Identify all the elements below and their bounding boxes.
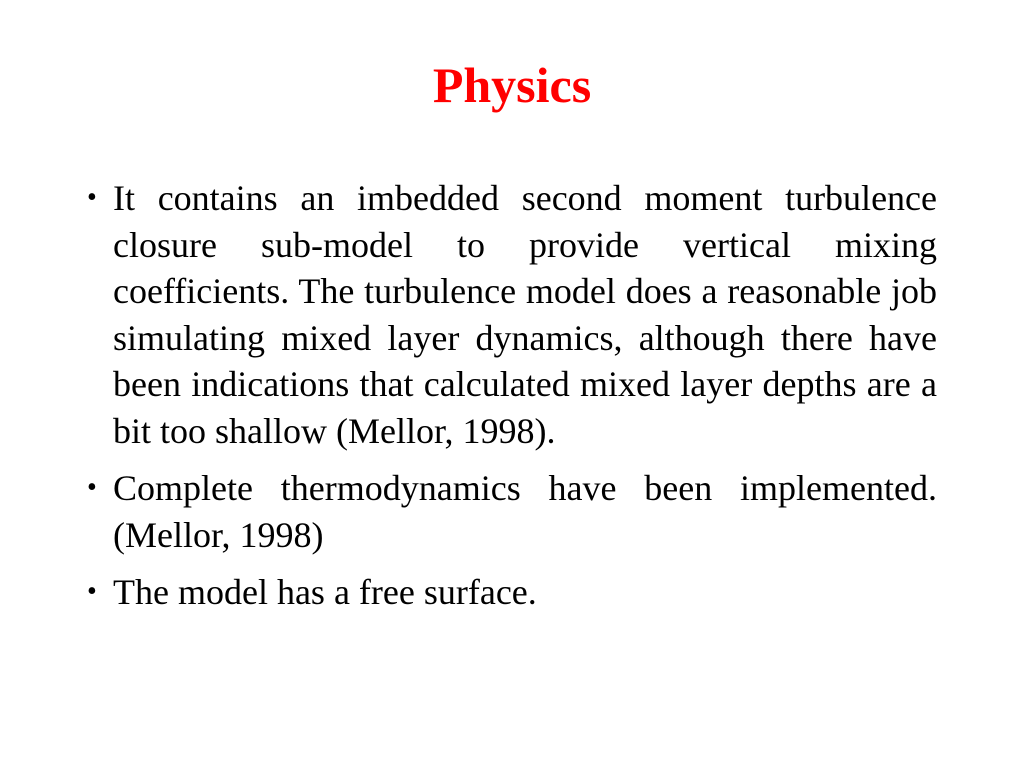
bullet-icon: • — [87, 182, 97, 213]
bullet-item — [85, 465, 937, 558]
bullet-list — [85, 175, 937, 627]
bullet-icon: • — [87, 472, 97, 503]
bullet-item — [85, 175, 937, 454]
bullet-item — [85, 569, 937, 616]
bullet-icon: • — [87, 576, 97, 607]
slide-title: Physics — [432, 57, 592, 113]
bullet-text: Complete thermodynamics have been implemented. (Mellor, 1998) — [113, 468, 937, 555]
bullet-text: The model has a free surface. — [113, 572, 537, 612]
bullet-text: It contains an imbedded second moment turbulence closure sub-model to provide vertical mixing coefficients. The turbulence model does a reasonable job simulating mixed layer dynamics, although there have been indications that calculated mixed layer depths are a bit too shallow (Mellor, 1998). — [113, 178, 937, 451]
